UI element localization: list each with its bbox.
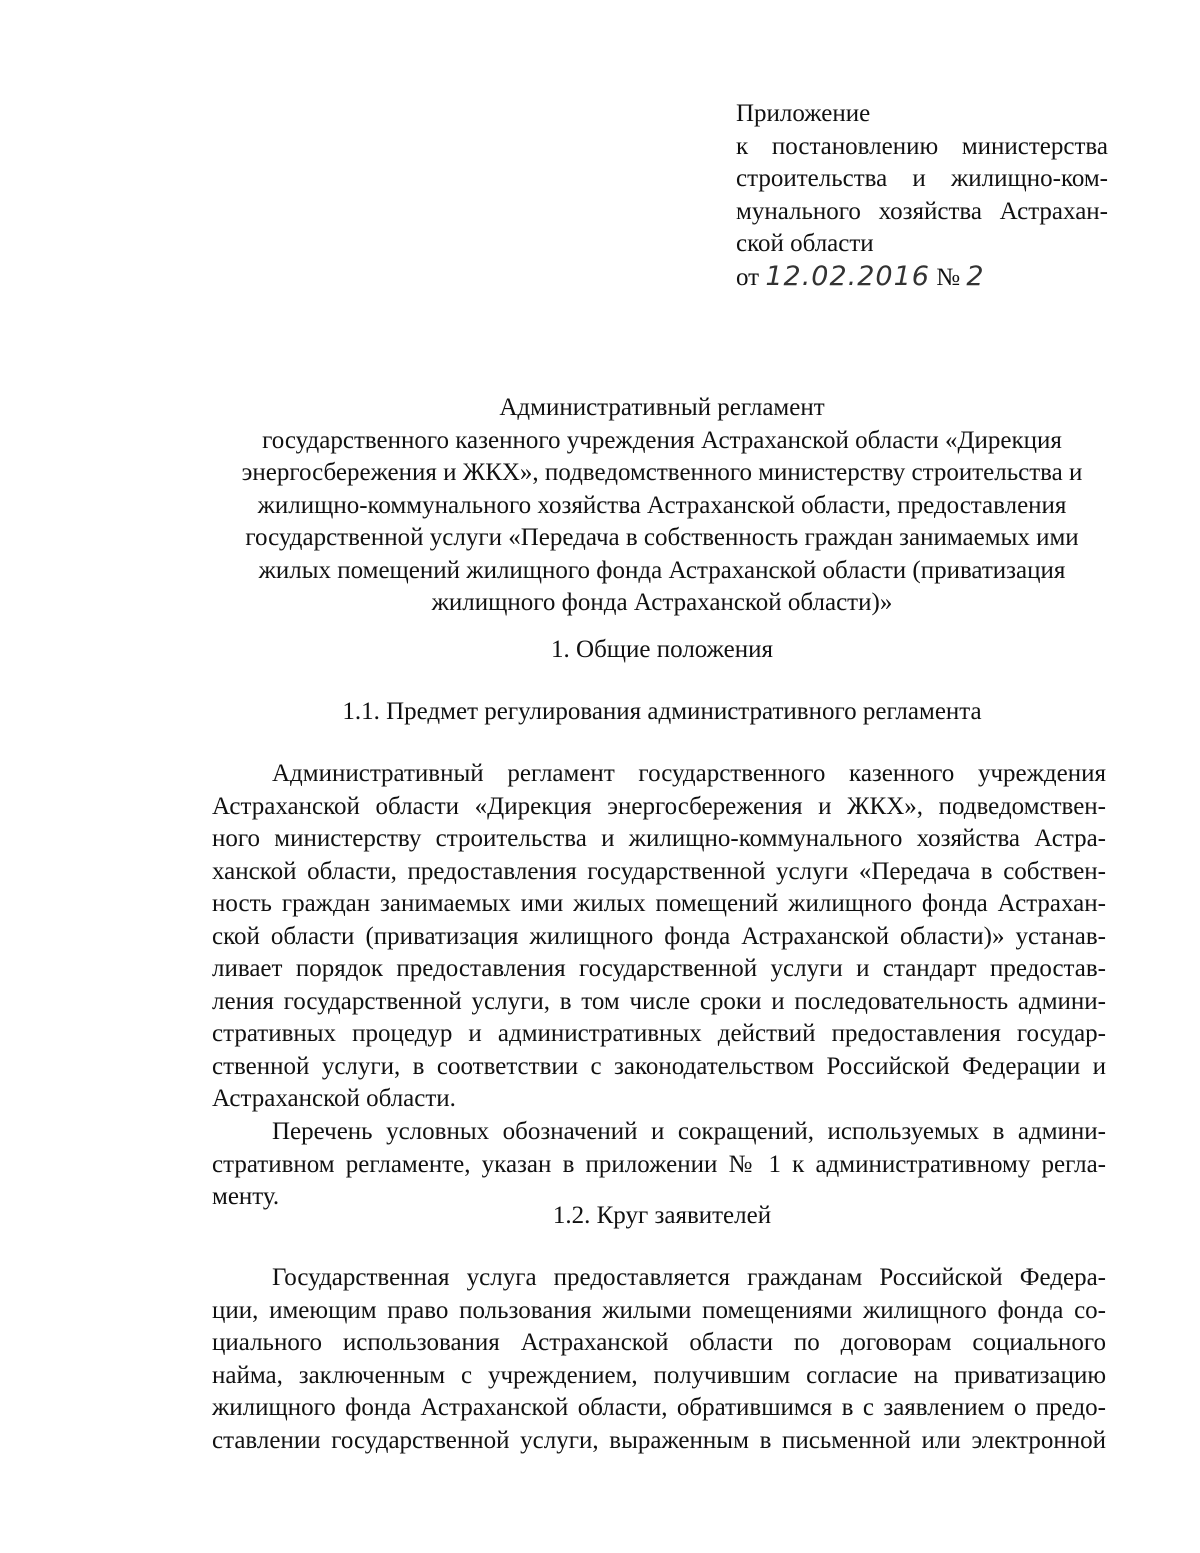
paragraph-line: Астраханской области. [212,1085,456,1112]
paragraph-line: Перечень условных обозначений и сокращений, используемых в админи- [272,1118,1106,1145]
title-line: жилищного фонда Астраханской области)» [431,589,893,616]
paragraph-line: Государственная услуга предоставляется гражданам Российской Федера- [272,1264,1106,1291]
paragraph-line: ханской области, предоставления государственной услуги «Передача в собствен- [212,857,1106,885]
title-line: жилых помещений жилищного фонда Астраханской области (приватизация [258,556,1066,584]
paragraph-line: Астраханской области «Дирекция энергосбережения и ЖКХ», подведомствен- [212,792,1106,820]
paragraph-line: ской области (приватизация жилищного фонда Астраханской области)» устанав- [212,922,1106,950]
paragraph-line: менту. [212,1183,280,1210]
section-1-heading: 1. Общие положения [551,636,773,663]
title-line: государственной услуги «Передача в собственность граждан занимаемых ими [245,524,1079,551]
paragraph-line: ственной услуги, в соответствии с законодательством Российской Федерации и [212,1052,1106,1080]
title-line: жилищно-коммунального хозяйства Астраханской области, предоставления [257,491,1067,519]
number-prefix: № [936,263,961,291]
handwritten-date: 12.02.2016 [765,260,930,292]
appendix-header [736,98,1108,294]
title-line: энергосбережения и ЖКХ», подведомственного министерству строительства и [241,459,1083,486]
section-1-2-paragraph-1 [212,1262,1106,1457]
title-line: государственного казенного учреждения Астраханской области «Дирекция [262,426,1062,454]
paragraph-line: ливает порядок предоставления государственной услуги и стандарт предостав- [212,955,1106,982]
appendix-line-4: мунального хозяйства Астрахан- [736,197,1108,225]
appendix-date-line [736,261,1108,295]
section-1-2-heading: 1.2. Круг заявителей [552,1202,772,1229]
appendix-label: Приложение [736,100,871,127]
from-prefix: от [736,263,760,291]
paragraph-line: стративных процедур и административных действий предоставления государ- [212,1020,1106,1047]
title-line: Административный регламент [499,394,825,421]
paragraph-line: ного министерству строительства и жилищно-коммунального хозяйства Астра- [212,825,1106,852]
section-1-1-heading: 1.1. Предмет регулирования административного регламента [342,698,982,725]
appendix-line-2: к постановлению министерства [736,132,1108,160]
handwritten-number: 2 [966,260,985,292]
paragraph-line: ции, имеющим право пользования жилыми помещениями жилищного фонда со- [212,1296,1106,1324]
appendix-line-3: строительства и жилищно-ком- [736,165,1108,192]
paragraph-line: жилищного фонда Астраханской области, обратившимся в с заявлением о предо- [212,1394,1106,1421]
paragraph-line: циального использования Астраханской области по договорам социального [212,1329,1106,1356]
document-title [150,392,1174,620]
paragraph-line: ления государственной услуги, в том числе сроки и последовательность админи- [212,987,1106,1015]
paragraph-line: найма, заключенным с учреждением, получившим согласие на приватизацию [212,1361,1106,1389]
paragraph-line: Административный регламент государственного казенного учреждения [272,760,1106,787]
paragraph-line: ность граждан занимаемых ими жилых помещений жилищного фонда Астрахан- [212,890,1106,917]
section-1-1-paragraph-2 [212,1116,1106,1214]
paragraph-line: ставлении государственной услуги, выраженным в письменной или электронной [212,1426,1106,1454]
paragraph-line: стративном регламенте, указан в приложении № 1 к административному регла- [212,1150,1106,1178]
section-1-1-paragraph-1 [212,758,1106,1116]
appendix-line-5: ской области [736,230,874,257]
